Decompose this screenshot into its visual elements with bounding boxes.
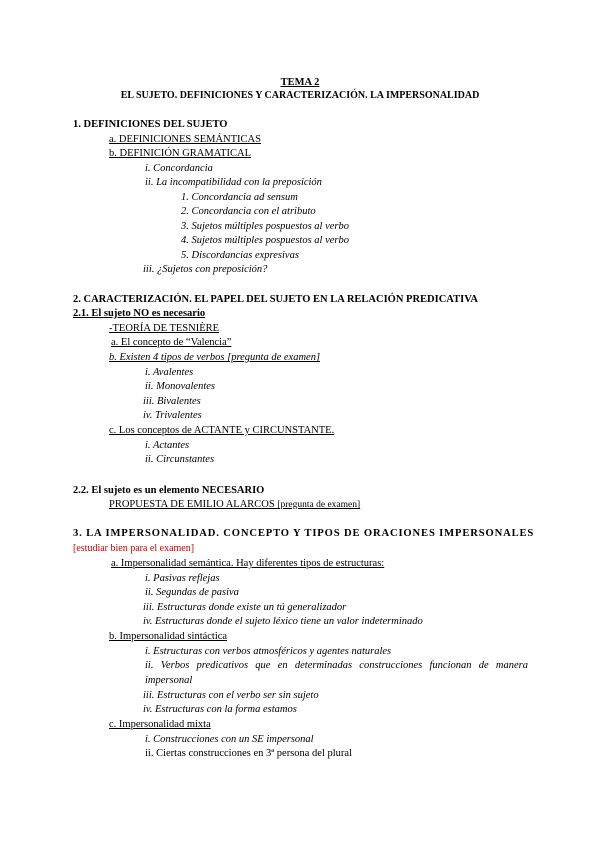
item-2a: a. El concepto de “Valencia” — [111, 337, 232, 348]
section-2-heading: 2. CARACTERIZACIÓN. EL PAPEL DEL SUJETO EN LA RELACIÓN PREDICATIVA — [73, 294, 479, 305]
item-3b-iii: iii. Estructuras con el verbo ser sin sujeto — [143, 690, 319, 701]
item-2c-ii: ii. Circunstantes — [145, 454, 215, 465]
item-1b-i: i. Concordancia — [145, 163, 213, 174]
item-3a-iii: iii. Estructuras donde existe un tú generalizador — [143, 602, 347, 613]
item-1b-ii-4: 4. Sujetos múltiples pospuestos al verbo — [181, 235, 349, 246]
item-3c-i: i. Construcciones con un SE impersonal — [145, 734, 314, 745]
item-1b-ii-2: 2. Concordancia con el atributo — [181, 206, 316, 217]
item-3a: a. Impersonalidad semántica. Hay diferentes tipos de estructuras: — [111, 558, 385, 569]
item-3b-ii: ii. Verbos predicativos que en determinadas construcciones funcionan de manera — [145, 660, 528, 671]
section-2-1-heading: 2.1. El sujeto NO es necesario — [73, 308, 206, 319]
section-3-heading: 3. LA IMPERSONALIDAD. CONCEPTO Y TIPOS DE ORACIONES IMPERSONALES — [73, 528, 535, 539]
tesniere-theory: -TEORÍA DE TESNIÈRE — [109, 323, 220, 334]
item-3a-iv: iv. Estructuras donde el sujeto léxico tiene un valor indeterminado — [143, 616, 423, 627]
item-2b-i: i. Avalentes — [145, 367, 194, 378]
item-1b-ii-3: 3. Sujetos múltiples pospuestos al verbo — [181, 221, 349, 232]
item-3b: b. Impersonalidad sintáctica — [109, 631, 228, 642]
item-1b-iii: iii. ¿Sujetos con preposición? — [143, 264, 268, 275]
item-3c: c. Impersonalidad mixta — [109, 719, 211, 730]
item-3b-ii-cont: impersonal — [145, 675, 193, 686]
section-1-heading: 1. DEFINICIONES DEL SUJETO — [73, 119, 228, 130]
item-1b: b. DEFINICIÓN GRAMATICAL — [109, 148, 252, 159]
item-2b-iii: iii. Bivalentes — [143, 396, 201, 407]
exam-note: [estudiar bien para el examen] — [73, 543, 195, 554]
item-3a-ii: ii. Segundas de pasiva — [145, 587, 239, 598]
item-2c-i: i. Actantes — [145, 440, 190, 451]
page-title: TEMA 2 — [280, 77, 320, 88]
page-subtitle: EL SUJETO. DEFINICIONES Y CARACTERIZACIÓN. LA IMPERSONALIDAD — [120, 90, 480, 101]
item-2b-iv: iv. Trivalentes — [143, 410, 202, 421]
section-2-2-heading: 2.2. El sujeto es un elemento NECESARIO — [73, 485, 265, 496]
item-1b-ii-5: 5. Discordancias expresivas — [181, 250, 299, 261]
item-2c: c. Los conceptos de ACTANTE y CIRCUNSTANTE. — [109, 425, 335, 436]
item-1a: a. DEFINICIONES SEMÁNTICAS — [109, 134, 261, 145]
item-3a-i: i. Pasivas reflejas — [145, 573, 220, 584]
item-3b-iv: iv. Estructuras con la forma estamos — [143, 704, 297, 715]
item-1b-ii-1: 1. Concordancia ad sensum — [181, 192, 298, 203]
item-3c-ii: ii. Ciertas construcciones en 3ª persona del plural — [145, 748, 353, 759]
alarcos-proposal: PROPUESTA DE EMILIO ALARCOS [pregunta de examen] — [109, 499, 361, 510]
item-3b-i: i. Estructuras con verbos atmosféricos y agentes naturales — [145, 646, 392, 657]
item-2b-ii: ii. Monovalentes — [145, 381, 215, 392]
item-2b: b. Existen 4 tipos de verbos [pregunta de examen] — [109, 352, 321, 363]
item-1b-ii: ii. La incompatibilidad con la preposición — [145, 177, 322, 188]
